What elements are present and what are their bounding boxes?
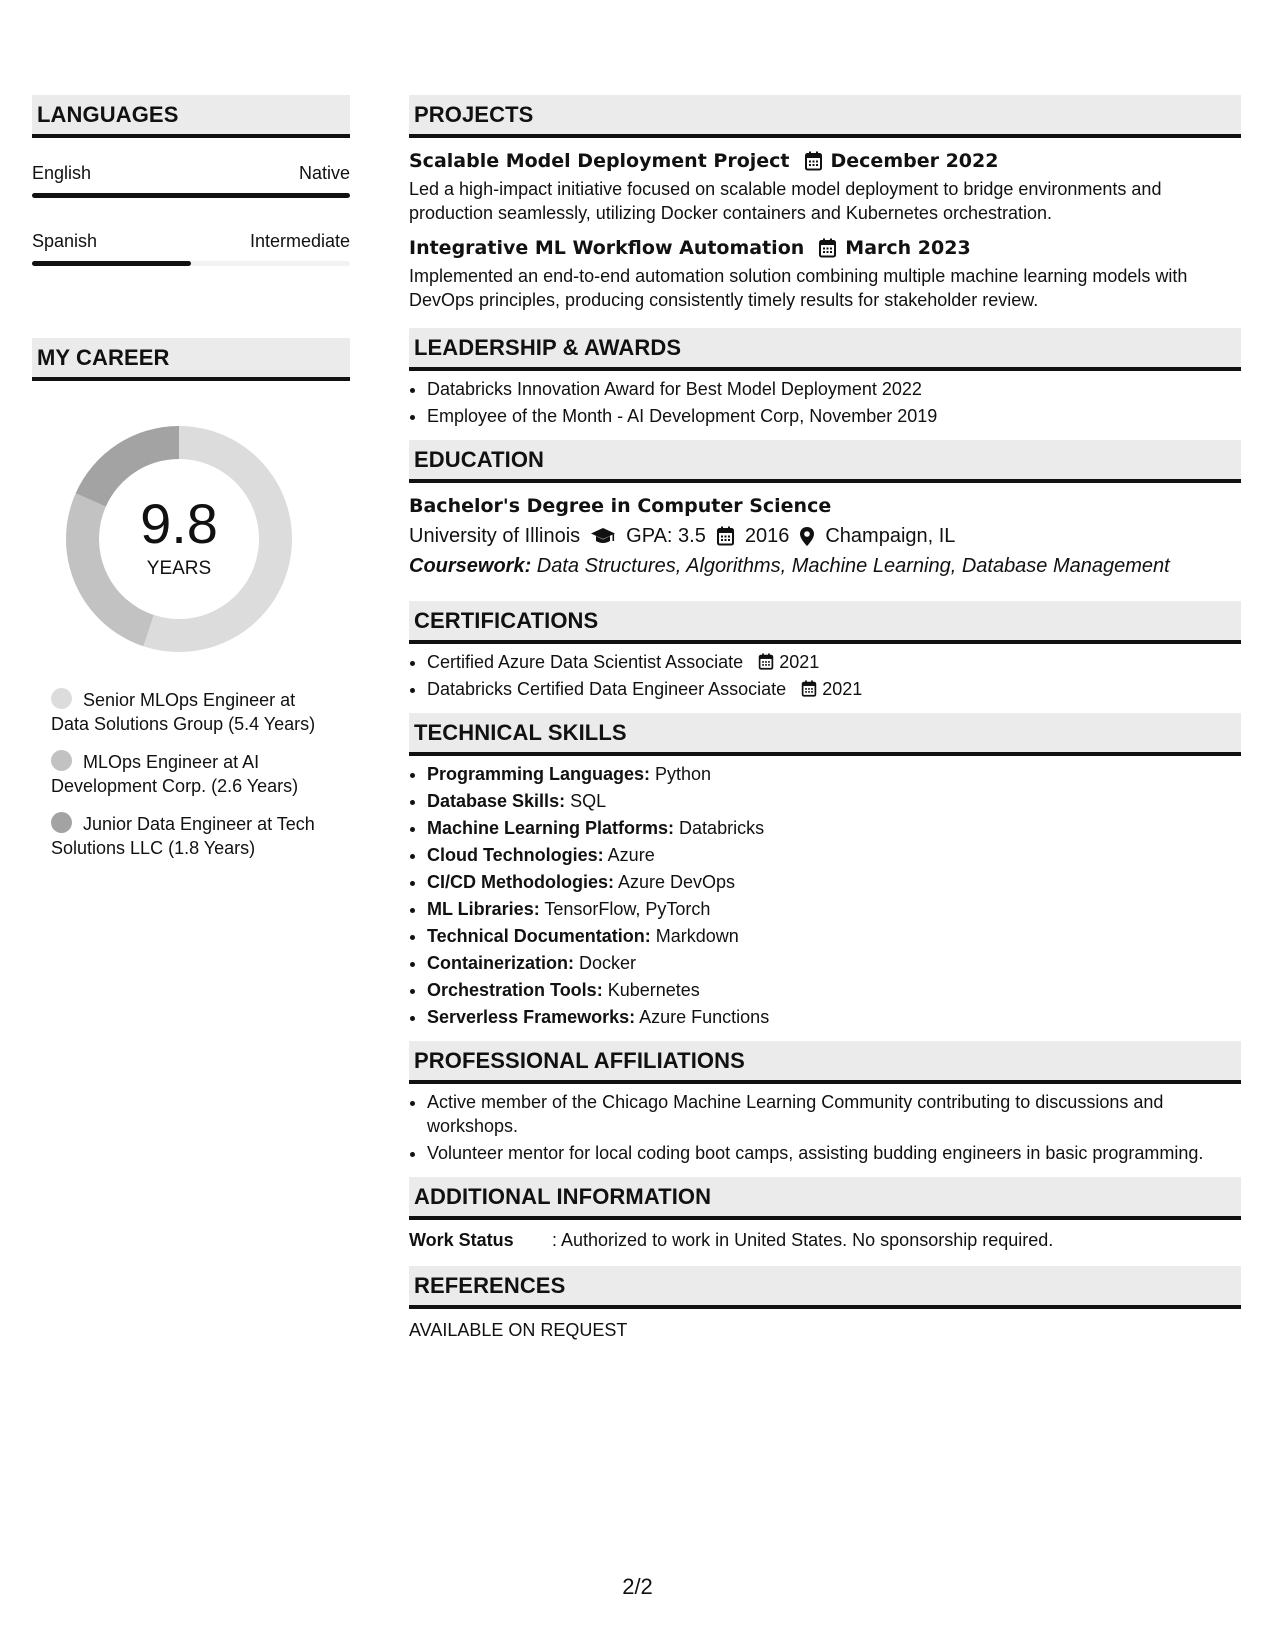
career-legend-item: [51, 750, 336, 798]
affiliation-item: • Volunteer mentor for local coding boot camps, assisting budding engineers in basic programming.: [427, 1141, 1241, 1165]
skill-value: Azure: [603, 845, 655, 865]
language-level: Intermediate: [249, 231, 350, 251]
career-legend-item: [51, 812, 336, 860]
career-legend-item: [51, 688, 336, 736]
language-proficiency-fill: [32, 193, 350, 198]
skill-label: Database Skills:: [427, 791, 566, 811]
career-years-label: YEARS: [146, 558, 212, 579]
coursework-label: Coursework:: [409, 555, 532, 577]
language-proficiency-bar: [32, 261, 350, 266]
project-description: Implemented an end-to-end automation solution combining multiple machine learning models with DevOps principles, producing consistently timely results for stakeholder review.: [409, 266, 1188, 310]
awards-list: [409, 377, 1241, 428]
skill-label: CI/CD Methodologies:: [427, 872, 614, 892]
skill-label: Containerization:: [427, 953, 574, 973]
additional-heading: ADDITIONAL INFORMATION: [409, 1177, 1241, 1220]
certifications-list: [409, 650, 1241, 701]
education-meta: [409, 523, 1241, 549]
location-pin-icon: [799, 526, 815, 547]
calendar-icon: [801, 680, 817, 697]
graduation-cap-icon: [590, 526, 616, 546]
project-item: [409, 148, 1241, 225]
skill-label: Machine Learning Platforms:: [427, 818, 675, 838]
project-title: Scalable Model Deployment Project: [409, 150, 790, 172]
affiliations-list: [409, 1090, 1241, 1165]
career-total-years: 9.8: [140, 492, 218, 555]
references-heading: REFERENCES: [409, 1266, 1241, 1309]
skill-label: Technical Documentation:: [427, 926, 651, 946]
skills-list: [409, 762, 1241, 1029]
award-item: • Employee of the Month - AI Development Corp, November 2019: [427, 404, 1241, 428]
skill-value: Markdown: [650, 926, 739, 946]
work-status-label: Work Status: [409, 1230, 514, 1250]
skill-item: [427, 978, 1241, 1002]
career-donut-chart: [66, 426, 292, 652]
school-location: Champaign, IL: [825, 525, 956, 547]
skill-value: Docker: [574, 953, 637, 973]
project-date: March 2023: [845, 237, 971, 259]
certification-name: Certified Azure Data Scientist Associate: [427, 652, 744, 672]
main-content: [409, 95, 1241, 1341]
legend-dot-icon: [51, 688, 72, 709]
language-proficiency-bar: [32, 193, 350, 198]
calendar-icon: [804, 151, 823, 171]
affiliation-item: • Active member of the Chicago Machine Learning Community contributing to discussions and workshops.: [427, 1090, 1241, 1138]
affiliations-heading: PROFESSIONAL AFFILIATIONS: [409, 1041, 1241, 1084]
language-proficiency-fill: [32, 261, 191, 266]
project-item: [409, 235, 1241, 312]
awards-heading: LEADERSHIP & AWARDS: [409, 328, 1241, 371]
graduation-year: 2016: [744, 525, 790, 547]
language-level: Native: [298, 163, 350, 183]
skill-value: SQL: [565, 791, 607, 811]
language-english: [32, 162, 350, 198]
coursework-list: Data Structures, Algorithms, Machine Learning, Database Management: [531, 555, 1170, 577]
calendar-icon: [758, 653, 774, 670]
career-heading: MY CAREER: [32, 338, 350, 381]
certification-item: [427, 677, 1241, 701]
skill-label: Orchestration Tools:: [427, 980, 603, 1000]
certification-year: 2021: [779, 652, 820, 672]
language-name: English: [32, 163, 92, 183]
skill-item: [427, 762, 1241, 786]
project-description: Led a high-impact initiative focused on scalable model deployment to bridge environments and production seamlessly, utilizing Docker containers and Kubernetes orchestration.: [409, 179, 1162, 223]
skills-heading: TECHNICAL SKILLS: [409, 713, 1241, 756]
projects-heading: PROJECTS: [409, 95, 1241, 138]
skill-item: [427, 843, 1241, 867]
career-legend-label: Junior Data Engineer at Tech Solutions LLC (1.8 Years): [51, 814, 315, 858]
skill-label: Serverless Frameworks:: [427, 1007, 636, 1027]
certification-name: Databricks Certified Data Engineer Associate: [427, 679, 787, 699]
skill-value: Databricks: [674, 818, 765, 838]
skill-item: [427, 1005, 1241, 1029]
skill-item: [427, 924, 1241, 948]
references-text: AVAILABLE ON REQUEST: [409, 1320, 628, 1340]
certification-item: [427, 650, 1241, 674]
skill-item: [427, 951, 1241, 975]
legend-dot-icon: [51, 750, 72, 771]
skill-item: [427, 816, 1241, 840]
gpa: GPA: 3.5: [626, 525, 706, 547]
calendar-icon: [716, 526, 735, 546]
skill-label: Cloud Technologies:: [427, 845, 604, 865]
career-legend-label: MLOps Engineer at AI Development Corp. (2.6 Years): [51, 752, 299, 796]
coursework: [409, 553, 1241, 579]
language-name: Spanish: [32, 231, 98, 251]
skill-item: [427, 897, 1241, 921]
calendar-icon: [818, 238, 837, 258]
project-title: Integrative ML Workflow Automation: [409, 237, 805, 259]
award-item: • Databricks Innovation Award for Best Model Deployment 2022: [427, 377, 1241, 401]
skill-label: ML Libraries:: [427, 899, 540, 919]
career-legend: [32, 688, 350, 860]
project-date: December 2022: [830, 150, 999, 172]
certifications-heading: CERTIFICATIONS: [409, 601, 1241, 644]
work-status-value: : Authorized to work in United States. No sponsorship required.: [552, 1230, 1054, 1250]
language-spanish: [32, 230, 350, 266]
skill-value: Python: [650, 764, 712, 784]
work-status-row: [409, 1228, 1241, 1252]
degree-title: Bachelor's Degree in Computer Science: [409, 495, 832, 517]
certification-year: 2021: [822, 679, 863, 699]
sidebar: [32, 95, 350, 874]
skill-item: [427, 789, 1241, 813]
skill-value: TensorFlow, PyTorch: [539, 899, 711, 919]
skill-value: Kubernetes: [602, 980, 700, 1000]
skill-label: Programming Languages:: [427, 764, 651, 784]
education-heading: EDUCATION: [409, 440, 1241, 483]
languages-heading: LANGUAGES: [32, 95, 350, 138]
skill-item: [427, 870, 1241, 894]
skill-value: Azure Functions: [635, 1007, 770, 1027]
school-name: University of Illinois: [409, 525, 581, 547]
skill-value: Azure DevOps: [614, 872, 736, 892]
legend-dot-icon: [51, 812, 72, 833]
career-legend-label: Senior MLOps Engineer at Data Solutions Group (5.4 Years): [51, 690, 316, 734]
page-number: 2/2: [622, 1574, 653, 1599]
